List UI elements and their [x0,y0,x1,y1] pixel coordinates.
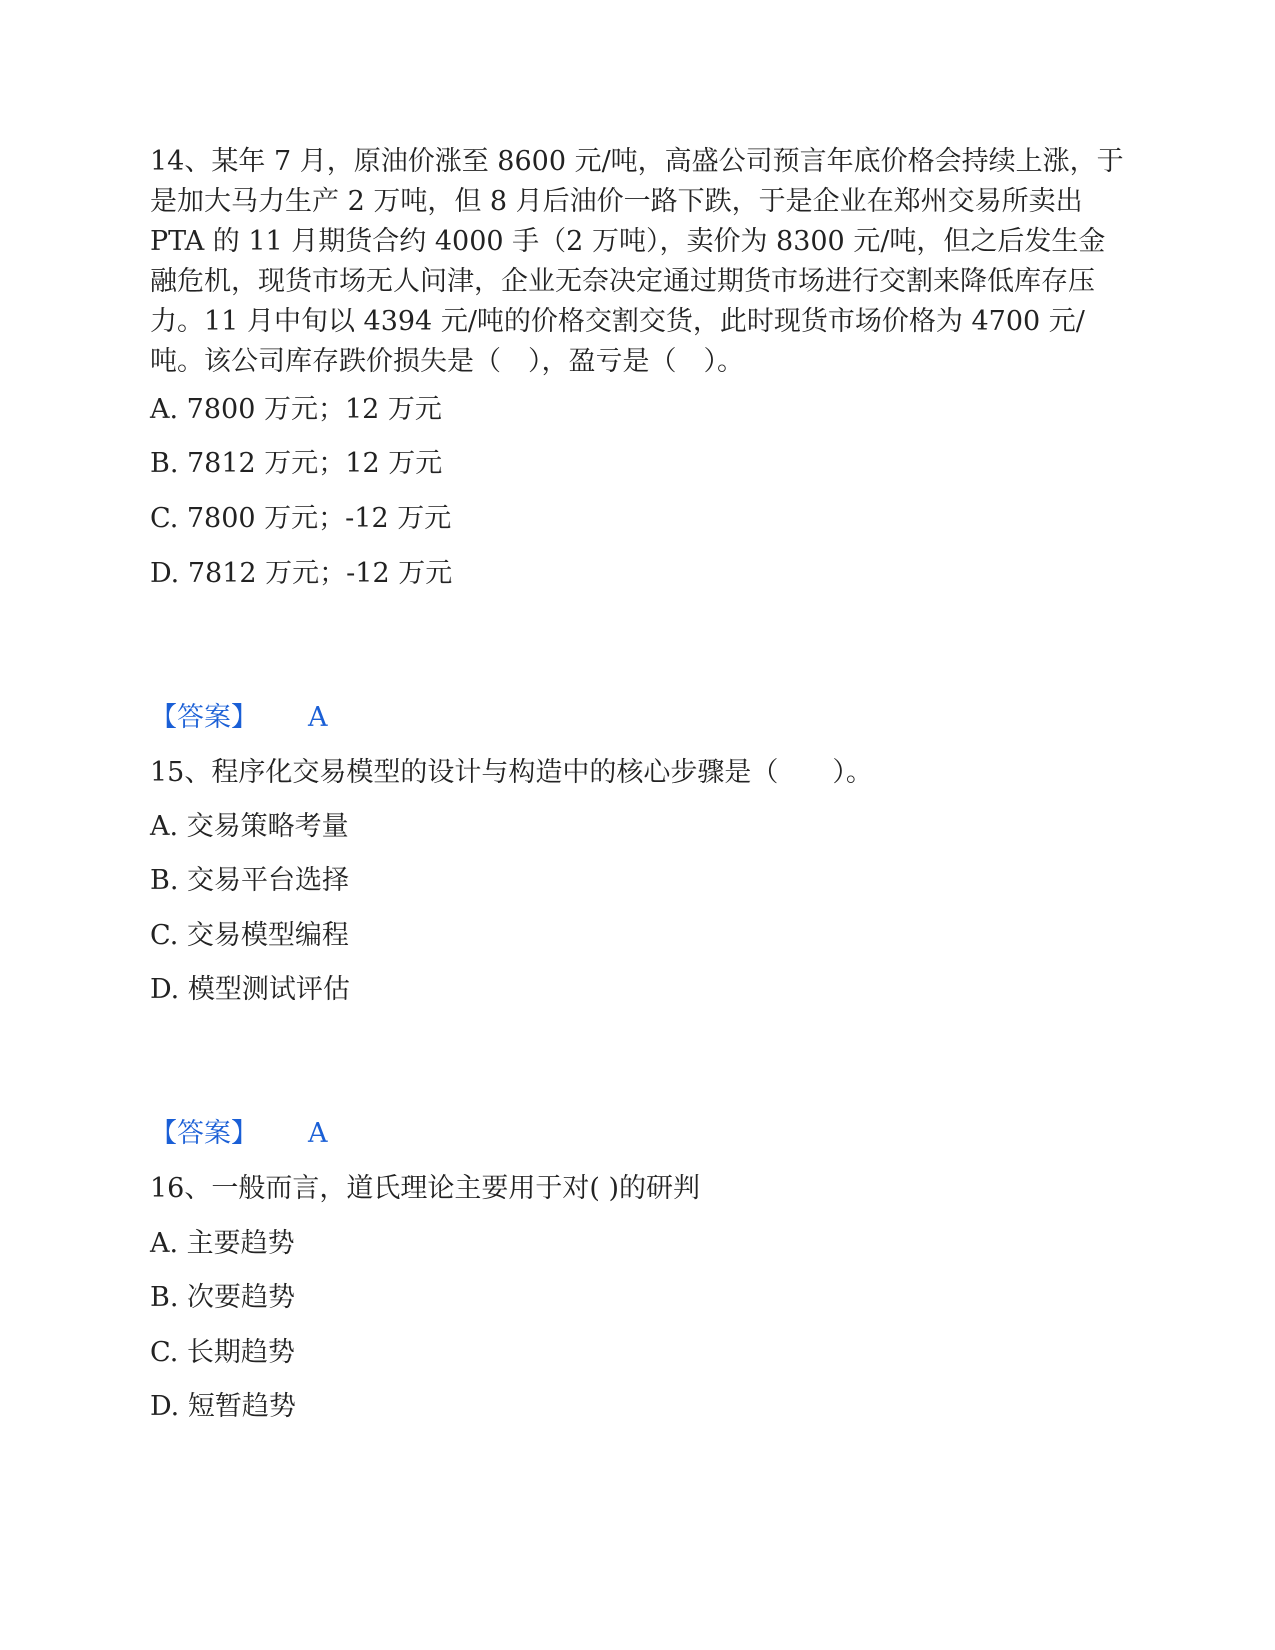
question-16-option-a: A. 主要趋势 [150,1228,295,1259]
question-14-option-c: C. 7800 万元；-12 万元 [150,503,452,534]
answer-label: 【答案】 [150,1118,258,1149]
answer-value: A [308,702,328,733]
question-16-option-d: D. 短暂趋势 [150,1391,296,1422]
question-14-stem: 14、某年 7 月，原油价涨至 8600 元/吨，高盛公司预言年底价格会持续上涨，于是加大马力生产 2 万吨，但 8 月后油价一路下跌，于是企业在郑州交易所卖出 PTA 的 11 月期货合约 4000 手（2 万吨），卖价为 8300 元/吨，但之后发生金融危机，现货市场无人问津，企业无奈决定通过期货市场进行交割来降低库存压力。11 月中旬以 4394 元/吨的价格交割交货，此时现货市场价格为 4700 元/吨。该公司库存跌价损失是（ ），盈亏是（ ）。 [150,146,1124,377]
answer-value: A [308,1118,328,1149]
question-16-option-b: B. 次要趋势 [150,1282,296,1313]
question-15-option-b: B. 交易平台选择 [150,865,350,896]
question-14-option-a: A. 7800 万元；12 万元 [150,394,442,425]
question-16-stem: 16、一般而言，道氏理论主要用于对( )的研判 [150,1173,701,1204]
question-14-option-d: D. 7812 万元；-12 万元 [150,558,453,589]
question-15-option-d: D. 模型测试评估 [150,974,350,1005]
question-16-option-c: C. 长期趋势 [150,1337,295,1368]
question-15-answer [150,1116,328,1152]
answer-label: 【答案】 [150,702,258,733]
question-14-option-b: B. 7812 万元；12 万元 [150,448,443,479]
question-15-option-a: A. 交易策略考量 [150,811,349,842]
question-15-option-c: C. 交易模型编程 [150,920,349,951]
question-14-answer [150,700,328,736]
question-15-stem: 15、程序化交易模型的设计与构造中的核心步骤是（ ）。 [150,757,873,788]
